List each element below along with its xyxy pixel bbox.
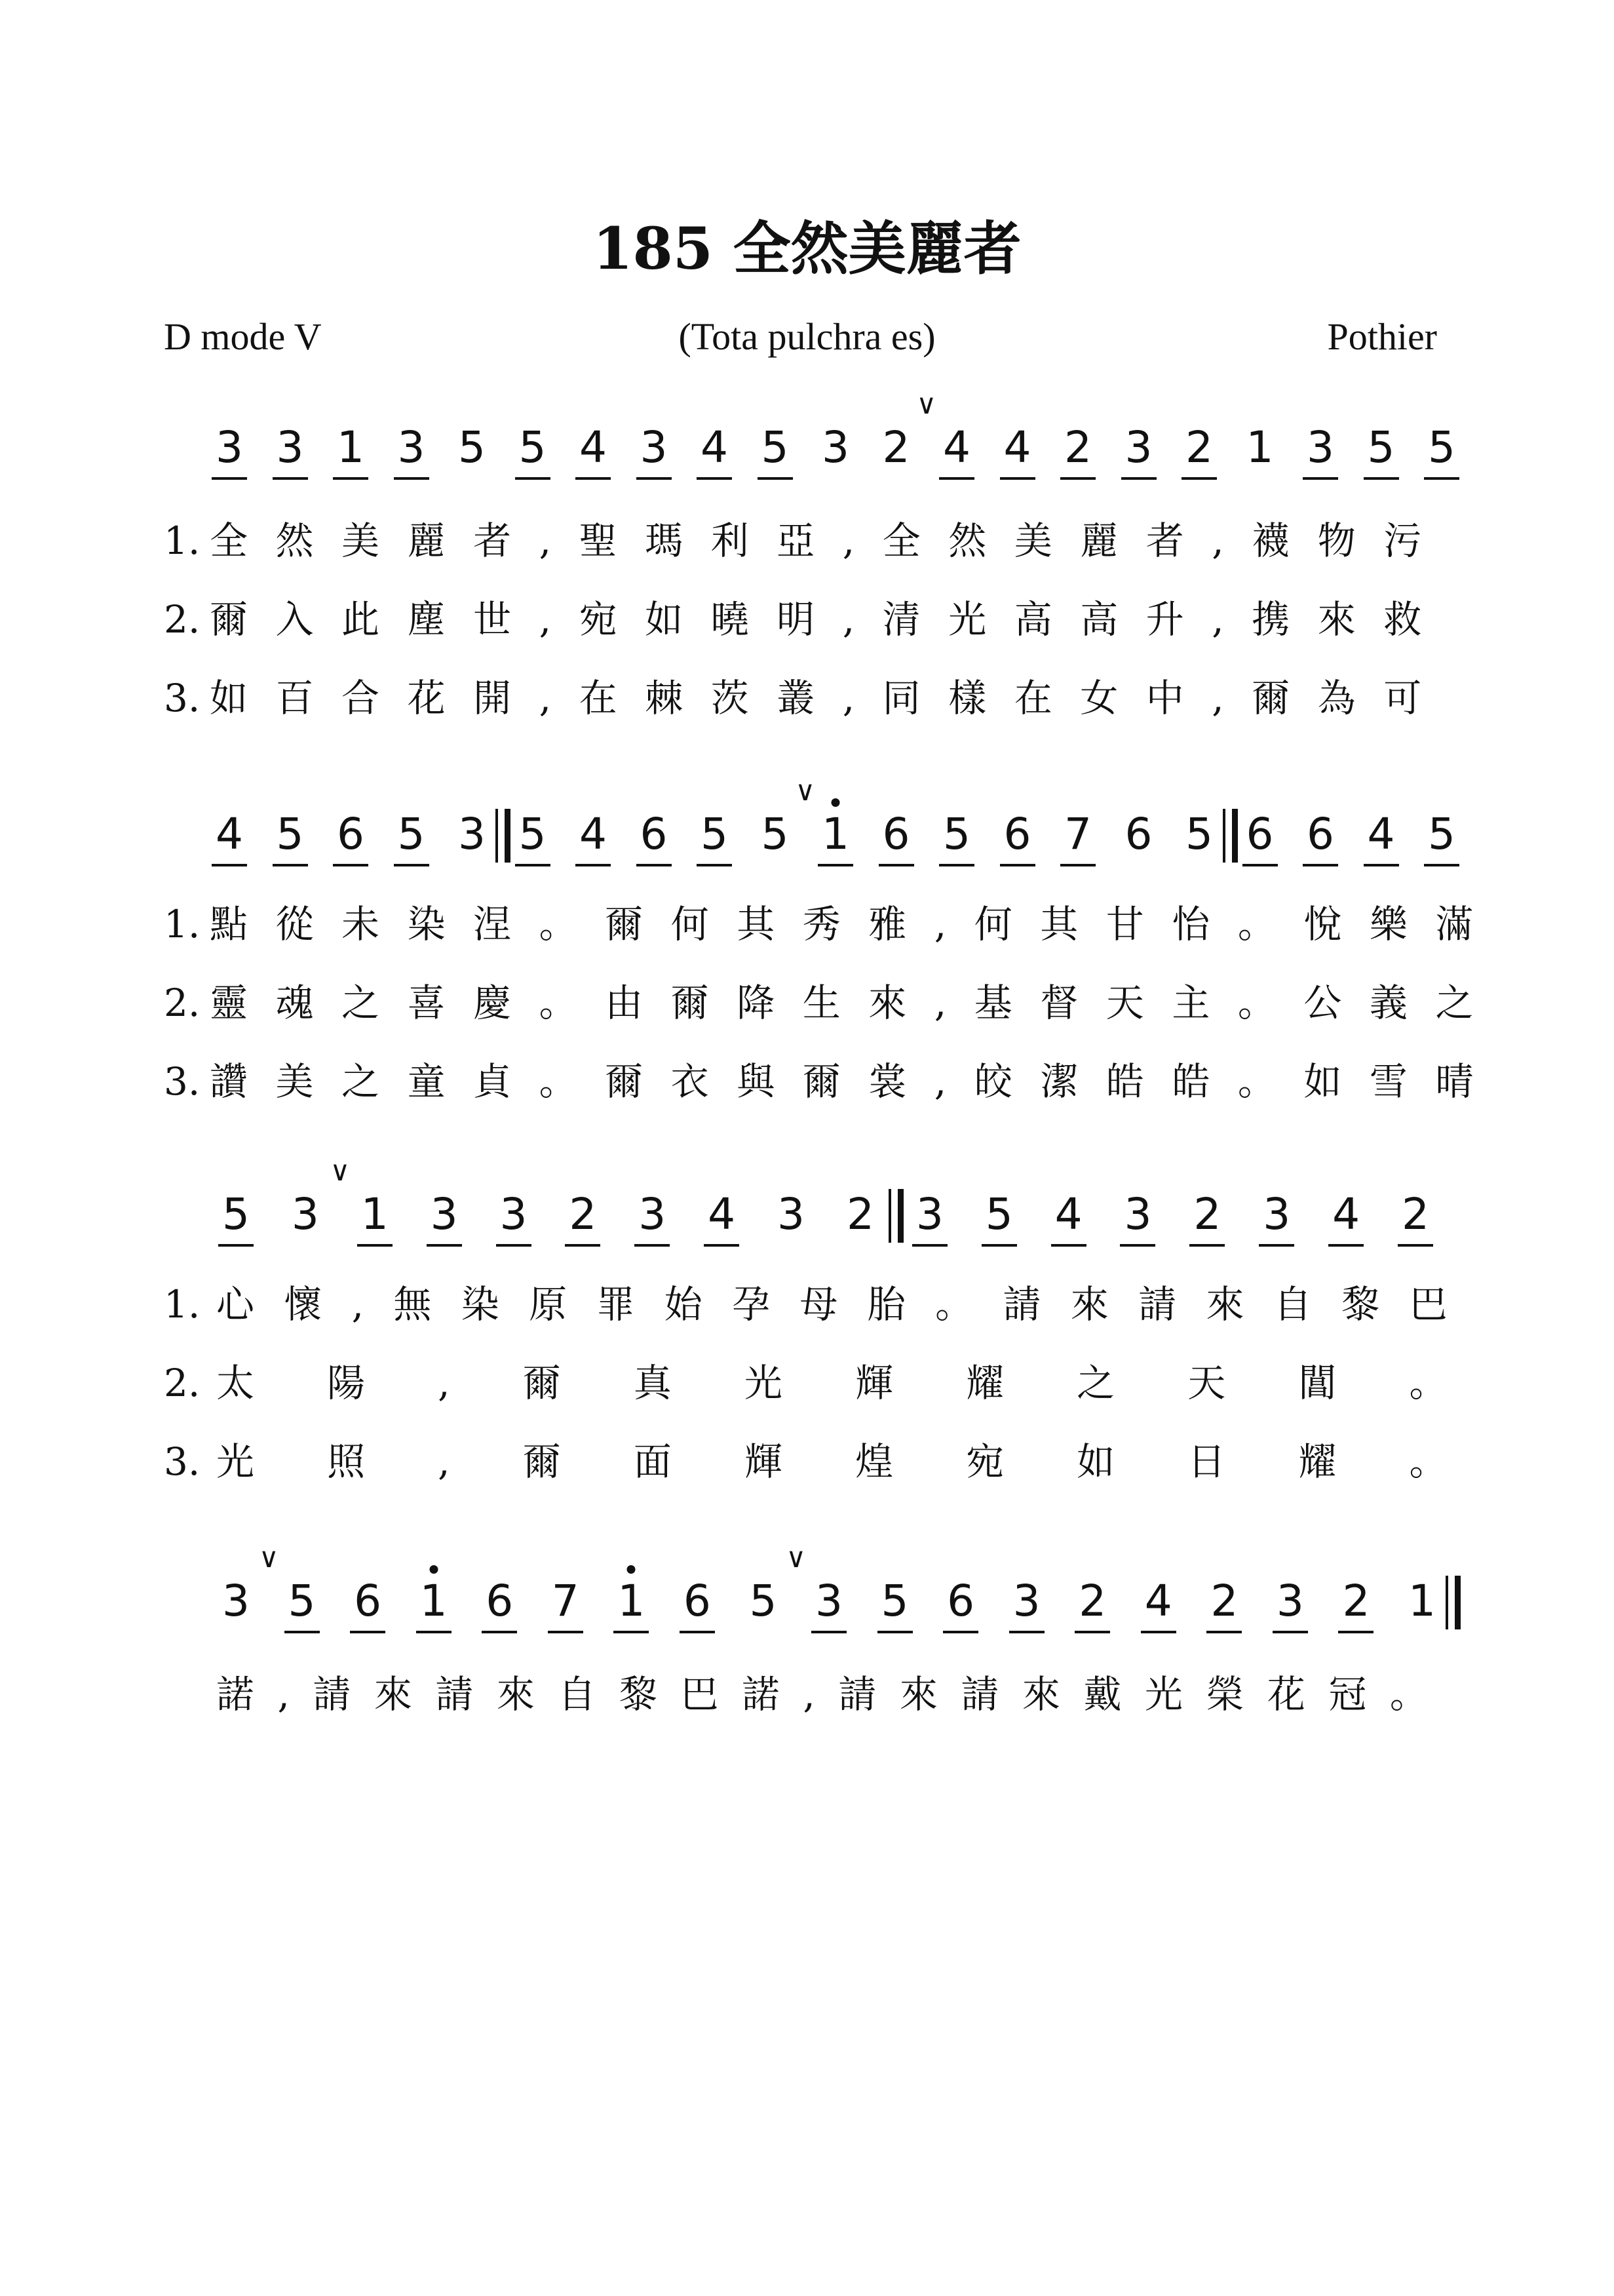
eighth-note-underline bbox=[515, 864, 550, 866]
eighth-note-underline bbox=[212, 864, 247, 866]
breath-mark-icon: ∨ bbox=[258, 1542, 279, 1574]
eighth-note-underline bbox=[704, 1244, 739, 1247]
note: 4 bbox=[216, 813, 243, 856]
eighth-note-underline bbox=[1259, 1244, 1294, 1247]
high-octave-dot bbox=[429, 1565, 438, 1574]
note: 3 bbox=[222, 1576, 250, 1626]
breath-mark-icon: ∨ bbox=[916, 388, 937, 420]
eighth-note-underline bbox=[636, 864, 672, 866]
eighth-note-underline bbox=[1075, 1631, 1110, 1633]
eighth-note-underline bbox=[212, 477, 247, 480]
eighth-note-underline bbox=[1009, 1631, 1045, 1633]
note: 6 bbox=[486, 1580, 513, 1623]
eighth-note-underline bbox=[350, 1631, 385, 1633]
eighth-note-underline bbox=[939, 864, 974, 866]
eighth-note-underline bbox=[1182, 477, 1217, 480]
note: 3 bbox=[277, 426, 304, 469]
note: 5 bbox=[761, 426, 789, 469]
eighth-note-underline bbox=[394, 477, 429, 480]
note: 2 bbox=[1342, 1580, 1370, 1623]
lyric-text: 讚美之童貞。爾衣與爾裳,皎潔皓皓。如雪晴 bbox=[210, 1059, 1501, 1104]
note: 6 bbox=[354, 1580, 381, 1623]
eighth-note-underline bbox=[1273, 1631, 1308, 1633]
note: 5 bbox=[277, 813, 304, 856]
eighth-note-underline bbox=[1364, 477, 1399, 480]
note: 3 bbox=[1307, 426, 1334, 469]
note: 5 bbox=[519, 813, 547, 856]
note: 5 bbox=[761, 809, 789, 859]
lyric-text: 太陽,爾真光輝耀之天閶。 bbox=[216, 1361, 1520, 1405]
lyric-line bbox=[0, 675, 1450, 721]
note: 3 bbox=[640, 426, 668, 469]
lyric-text: 爾入此塵世,宛如曉明,清光高高升,携來救 bbox=[210, 597, 1450, 642]
eighth-note-underline bbox=[1338, 1631, 1374, 1633]
eighth-note-underline bbox=[1000, 864, 1035, 866]
verse-number: 1. bbox=[164, 902, 201, 946]
eighth-note-underline bbox=[548, 1631, 583, 1633]
eighth-note-underline bbox=[697, 864, 732, 866]
note: 5 bbox=[398, 813, 425, 856]
eighth-note-underline bbox=[1060, 864, 1096, 866]
note: 3 bbox=[431, 1193, 458, 1236]
note: 4 bbox=[579, 813, 607, 856]
eighth-note-underline bbox=[575, 864, 611, 866]
eighth-note-underline bbox=[427, 1244, 462, 1247]
note: 4 bbox=[943, 426, 970, 469]
note: 6 bbox=[683, 1580, 711, 1623]
note: 5 bbox=[458, 422, 486, 473]
note: 6 bbox=[1307, 813, 1334, 856]
hymn-title: 185 全然美麗者 bbox=[592, 214, 1022, 282]
note: 2 bbox=[1079, 1580, 1106, 1623]
eighth-note-underline bbox=[575, 477, 611, 480]
note: 3 bbox=[1124, 1193, 1151, 1236]
eighth-note-underline bbox=[758, 477, 793, 480]
note: 5 bbox=[1428, 813, 1455, 856]
eighth-note-underline bbox=[218, 1244, 254, 1247]
note: 6 bbox=[883, 813, 910, 856]
note: 3 bbox=[1277, 1580, 1304, 1623]
note: 2 bbox=[1193, 1193, 1221, 1236]
eighth-note-underline bbox=[1303, 477, 1338, 480]
verse-number: 3. bbox=[164, 1439, 201, 1484]
eighth-note-underline bbox=[811, 1631, 847, 1633]
eighth-note-underline bbox=[333, 477, 368, 480]
note: 5 bbox=[1368, 426, 1395, 469]
verse-number: 2. bbox=[164, 981, 201, 1025]
eighth-note-underline bbox=[879, 864, 914, 866]
note: 3 bbox=[398, 426, 425, 469]
note: 3 bbox=[916, 1193, 944, 1236]
note: 3 bbox=[458, 809, 486, 859]
eighth-note-underline bbox=[1303, 864, 1338, 866]
note: 7 bbox=[1064, 813, 1092, 856]
eighth-note-underline bbox=[515, 477, 550, 480]
eighth-note-underline bbox=[912, 1244, 948, 1247]
note: 3 bbox=[291, 1189, 319, 1239]
verse-number: 2. bbox=[164, 1361, 201, 1405]
high-octave-dot bbox=[627, 1565, 636, 1574]
eighth-note-underline bbox=[1424, 477, 1459, 480]
note: 3 bbox=[1125, 426, 1153, 469]
note: 6 bbox=[1246, 813, 1274, 856]
lyric-text: 心懷,無染原罪始孕母胎。請來請來自黎巴 bbox=[216, 1282, 1477, 1327]
note: 5 bbox=[749, 1576, 777, 1626]
note: 5 bbox=[1185, 809, 1213, 859]
verse-number: 3. bbox=[164, 676, 201, 720]
note: 1 bbox=[1408, 1576, 1436, 1626]
eighth-note-underline bbox=[273, 477, 308, 480]
eighth-note-underline bbox=[1120, 1244, 1155, 1247]
lyric-text: 光照,爾面輝煌宛如日耀。 bbox=[216, 1439, 1520, 1484]
eighth-note-underline bbox=[943, 1631, 978, 1633]
note: 6 bbox=[1004, 813, 1031, 856]
eighth-note-underline bbox=[877, 1631, 913, 1633]
eighth-note-underline bbox=[482, 1631, 517, 1633]
eighth-note-underline bbox=[818, 864, 853, 866]
eighth-note-underline bbox=[1060, 477, 1096, 480]
note: 4 bbox=[1332, 1193, 1360, 1236]
eighth-note-underline bbox=[394, 864, 429, 866]
eighth-note-underline bbox=[1242, 864, 1278, 866]
note: 3 bbox=[216, 426, 243, 469]
note: 5 bbox=[519, 426, 547, 469]
eighth-note-underline bbox=[939, 477, 974, 480]
latin-title: (Tota pulchra es) bbox=[678, 315, 936, 358]
lyric-text: 全然美麗者,聖瑪利亞,全然美麗者,襪物污 bbox=[210, 518, 1450, 563]
breath-mark-icon: ∨ bbox=[330, 1155, 351, 1187]
note: 5 bbox=[1428, 426, 1455, 469]
note: 3 bbox=[815, 1580, 843, 1623]
lyric-line bbox=[0, 901, 1501, 947]
eighth-note-underline bbox=[1121, 477, 1157, 480]
note: 3 bbox=[500, 1193, 528, 1236]
verse-number: 3. bbox=[164, 1059, 201, 1104]
note: 2 bbox=[882, 422, 910, 473]
note: 1 bbox=[361, 1193, 389, 1236]
lyric-text: 諾,請來請來自黎巴諾,請來請來戴光榮花冠。 bbox=[216, 1672, 1451, 1717]
eighth-note-underline bbox=[1424, 864, 1459, 866]
eighth-note-underline bbox=[697, 477, 732, 480]
verse-number: 1. bbox=[164, 518, 201, 563]
eighth-note-underline bbox=[1189, 1244, 1225, 1247]
eighth-note-underline bbox=[1398, 1244, 1433, 1247]
note: 5 bbox=[701, 813, 728, 856]
lyric-text: 點從未染涅。爾何其秀雅,何其甘怡。悅樂滿 bbox=[210, 902, 1501, 946]
high-octave-dot bbox=[832, 798, 840, 807]
mode-label: D mode V bbox=[164, 315, 322, 358]
note: 2 bbox=[569, 1193, 596, 1236]
lyric-line bbox=[0, 596, 1450, 642]
note: 7 bbox=[552, 1580, 579, 1623]
eighth-note-underline bbox=[284, 1631, 320, 1633]
note: 6 bbox=[337, 813, 364, 856]
eighth-note-underline bbox=[982, 1244, 1017, 1247]
eighth-note-underline bbox=[357, 1244, 393, 1247]
note: 1 bbox=[822, 813, 849, 856]
lyric-text: 如百合花開,在棘茨叢,同樣在女中,爾為可 bbox=[210, 676, 1450, 720]
note: 4 bbox=[708, 1193, 735, 1236]
note: 2 bbox=[1185, 426, 1213, 469]
lyric-line bbox=[0, 980, 1501, 1026]
eighth-note-underline bbox=[1141, 1631, 1176, 1633]
eighth-note-underline bbox=[680, 1631, 715, 1633]
note: 6 bbox=[947, 1580, 974, 1623]
breath-mark-icon: ∨ bbox=[795, 775, 816, 807]
note: 4 bbox=[1055, 1193, 1083, 1236]
eighth-note-underline bbox=[1051, 1244, 1086, 1247]
eighth-note-underline bbox=[634, 1244, 670, 1247]
eighth-note-underline bbox=[416, 1631, 452, 1633]
note: 3 bbox=[777, 1189, 805, 1239]
note: 3 bbox=[638, 1193, 666, 1236]
eighth-note-underline bbox=[1328, 1244, 1364, 1247]
eighth-note-underline bbox=[1206, 1631, 1242, 1633]
note: 5 bbox=[881, 1580, 909, 1623]
eighth-note-underline bbox=[273, 864, 308, 866]
eighth-note-underline bbox=[636, 477, 672, 480]
note: 1 bbox=[337, 426, 364, 469]
note: 5 bbox=[943, 813, 970, 856]
verse-number: 2. bbox=[164, 597, 201, 642]
lyric-line bbox=[0, 518, 1450, 564]
note: 6 bbox=[640, 813, 668, 856]
note: 3 bbox=[1013, 1580, 1041, 1623]
breath-mark-icon: ∨ bbox=[786, 1542, 807, 1574]
note: 2 bbox=[1210, 1580, 1238, 1623]
note: 4 bbox=[1004, 426, 1031, 469]
lyric-line bbox=[0, 1439, 1520, 1485]
note: 3 bbox=[1263, 1193, 1290, 1236]
lyric-text: 靈魂之喜慶。由爾降生來,基督天主。公義之 bbox=[210, 981, 1501, 1025]
lyric-line bbox=[0, 1281, 1477, 1327]
lyric-line bbox=[0, 1360, 1520, 1406]
note: 2 bbox=[1064, 426, 1092, 469]
note: 6 bbox=[1124, 809, 1153, 859]
lyric-line bbox=[0, 1671, 1451, 1717]
eighth-note-underline bbox=[613, 1631, 649, 1633]
note: 2 bbox=[1402, 1193, 1429, 1236]
note: 5 bbox=[222, 1193, 250, 1236]
note: 4 bbox=[579, 426, 607, 469]
note: 4 bbox=[1145, 1580, 1172, 1623]
verse-number: 1. bbox=[164, 1282, 201, 1327]
note: 4 bbox=[701, 426, 728, 469]
note: 5 bbox=[288, 1580, 316, 1623]
note: 4 bbox=[1368, 813, 1395, 856]
note: 5 bbox=[986, 1193, 1013, 1236]
note: 2 bbox=[846, 1189, 874, 1239]
note: 1 bbox=[617, 1580, 645, 1623]
lyric-line bbox=[0, 1059, 1501, 1104]
eighth-note-underline bbox=[1364, 864, 1399, 866]
eighth-note-underline bbox=[333, 864, 368, 866]
note: 3 bbox=[822, 422, 849, 473]
note: 1 bbox=[420, 1580, 448, 1623]
eighth-note-underline bbox=[496, 1244, 531, 1247]
composer-name: Pothier bbox=[1327, 315, 1437, 358]
eighth-note-underline bbox=[1000, 477, 1035, 480]
eighth-note-underline bbox=[565, 1244, 600, 1247]
note: 1 bbox=[1246, 422, 1274, 473]
